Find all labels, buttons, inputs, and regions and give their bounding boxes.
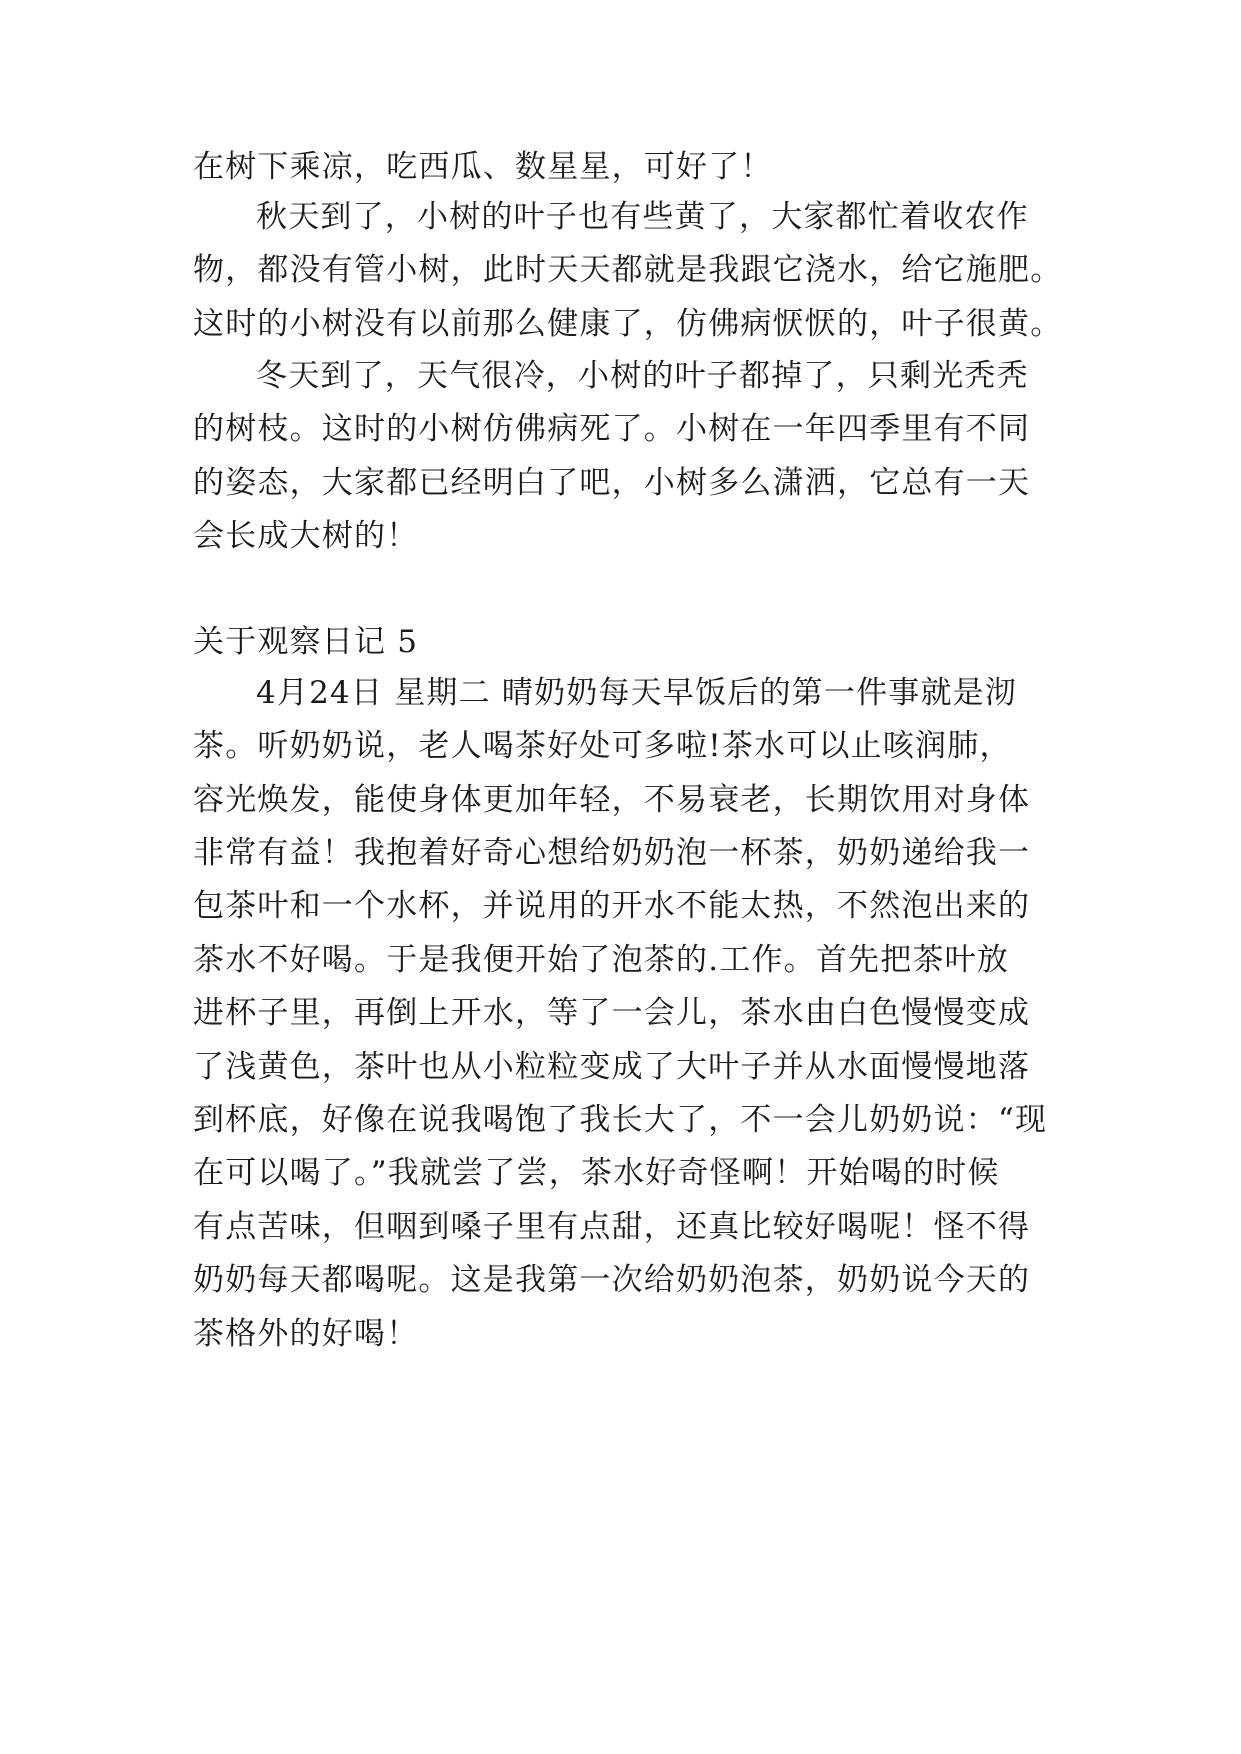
text-line: 了浅黄色，茶叶也从小粒粒变成了大叶子并从水面慢慢地落: [193, 1049, 1031, 1085]
text-line: 包茶叶和一个水杯，并说用的开水不能太热，不然泡出来的: [193, 888, 1031, 924]
text-line: 的姿态，大家都已经明白了吧，小树多么潇洒，它总有一天: [193, 465, 1031, 501]
text-line: 进杯子里，再倒上开水，等了一会儿，茶水由白色慢慢变成: [193, 995, 1031, 1031]
text-line: 非常有益！我抱着好奇心想给奶奶泡一杯茶，奶奶递给我一: [193, 835, 1031, 871]
text-line: 有点苦味，但咽到嗓子里有点甜，还真比较好喝呢！怪不得: [193, 1209, 1031, 1245]
text-line: 的树枝。这时的小树仿佛病死了。小树在一年四季里有不同: [193, 411, 1031, 447]
text-line: 在树下乘凉，吃西瓜、数星星，可好了！: [193, 149, 773, 185]
text-line: 在可以喝了。”我就尝了尝，茶水好奇怪啊！开始喝的时候: [193, 1155, 1000, 1191]
text-line: 奶奶每天都喝呢。这是我第一次给奶奶泡茶，奶奶说今天的: [193, 1262, 1031, 1298]
text-line: 到杯底，好像在说我喝饱了我长大了，不一会儿奶奶说：“现: [193, 1102, 1048, 1138]
text-line: 容光焕发，能使身体更加年轻，不易衰老，长期饮用对身体: [193, 782, 1031, 818]
text-line: 茶水不好喝。于是我便开始了泡茶的.工作。首先把茶叶放: [193, 942, 1010, 978]
paragraph-winter-start: 冬天到了，天气很冷，小树的叶子都掉了，只剩光秃秃: [256, 358, 1029, 394]
text-line: 茶格外的好喝！: [193, 1316, 419, 1352]
section-heading: 关于观察日记 5: [193, 624, 419, 660]
text-line: 这时的小树没有以前那么健康了，仿佛病恹恹的，叶子很黄。: [193, 306, 1063, 342]
text-line: 物，都没有管小树，此时天天都就是我跟它浇水，给它施肥。: [193, 252, 1063, 288]
text-line: 会长成大树的！: [193, 518, 419, 554]
text-line: 茶。听奶奶说，老人喝茶好处可多啦!茶水可以止咳润肺，: [193, 728, 1012, 764]
paragraph-diary-start: 4月24日 星期二 晴奶奶每天早饭后的第一件事就是沏: [256, 675, 1018, 711]
paragraph-autumn-start: 秋天到了，小树的叶子也有些黄了，大家都忙着收农作: [256, 199, 1029, 235]
